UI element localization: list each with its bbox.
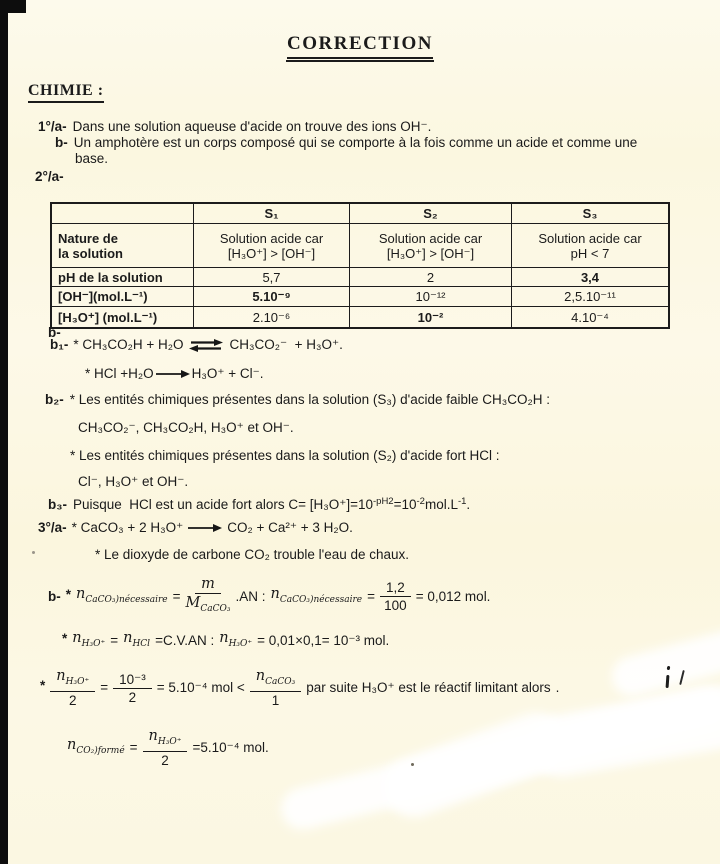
math-sub: H₃O⁺	[81, 639, 106, 649]
math-sub: H₃O⁺	[157, 737, 182, 747]
q2b1-eq1	[50, 337, 343, 353]
table-row-label: [H₃O⁺] (mol.L⁻¹)	[52, 307, 194, 327]
math-term	[219, 630, 252, 652]
text-run: par suite H₃O⁺ est le réactif limitant alors	[306, 680, 551, 695]
table-cell: 5,7	[194, 268, 350, 287]
table-cell: 5.10⁻⁹	[194, 287, 350, 307]
text-run: .	[466, 497, 471, 512]
list-marker: b₁-	[50, 337, 69, 352]
math-sub: CO₂)formé	[76, 746, 125, 756]
text-run: Cl⁻, H₃O⁺ et OH⁻.	[78, 474, 189, 489]
table-cell: 4.10⁻⁴	[571, 309, 609, 325]
page-title: CORRECTION	[287, 33, 433, 59]
table-cell: 2,5.10⁻¹¹	[512, 287, 668, 307]
text-run: Un amphotère est un corps composé qui se comporte à la fois comme un acide et comme une	[73, 135, 638, 150]
list-marker: 3°/a-	[38, 520, 67, 535]
math-term	[271, 586, 363, 608]
text-run: * CH₃CO₂H + H₂O	[73, 337, 184, 352]
math-sub: H₃O⁺	[65, 677, 90, 687]
reaction-arrow-icon	[156, 369, 190, 379]
q2-marker: 2°/a-	[35, 169, 64, 184]
math-var: n	[72, 630, 82, 646]
table-row-label	[52, 224, 194, 268]
numerator: 1,2	[380, 580, 411, 597]
math-sub: HCl	[132, 639, 151, 649]
numerator	[250, 668, 301, 692]
q2b3-line	[48, 497, 470, 515]
q3b-eqA	[48, 576, 490, 617]
denominator: 1	[271, 693, 280, 708]
list-marker: b₂-	[45, 392, 64, 407]
q2b1-eq2	[85, 366, 264, 382]
scan-border-corner	[0, 0, 26, 13]
table-row-label: [OH⁻](mol.L⁻¹)	[52, 287, 194, 307]
text-run: CO₂ + Ca²⁺ + 3 H₂O.	[227, 520, 353, 535]
q2b-marker: b-	[48, 325, 61, 340]
text-run: base.	[75, 151, 109, 166]
denominator: 2	[161, 753, 169, 768]
text-run: = 0,012 mol.	[415, 588, 491, 604]
text-run: [H₃O⁺] > [OH⁻]	[227, 245, 316, 261]
math-sub: CaCO₃)nécessaire	[279, 594, 363, 605]
math-sub: CaCO₃)nécessaire	[85, 594, 168, 605]
equals-sign: =	[367, 588, 375, 604]
math-sub: CaCO₃	[200, 604, 231, 614]
numerator	[195, 576, 221, 594]
text-run: CH₃CO₂⁻ + H₃O⁺.	[229, 337, 343, 352]
denominator: 100	[384, 598, 407, 613]
bullet-star: *	[65, 586, 72, 602]
denominator: 2	[68, 693, 77, 708]
math-term	[76, 586, 168, 608]
page-title-row	[0, 33, 720, 59]
q3b-eqB	[62, 630, 389, 652]
numerator: 10⁻³	[113, 672, 152, 689]
text-run: * Le dioxyde de carbone CO₂ trouble l'eau de chaux.	[95, 547, 410, 562]
text-run: mol.L	[424, 497, 458, 512]
text-run: * Les entités chimiques présentes dans la solution (S₂) d'acide fort HCl :	[70, 448, 500, 463]
text-run: =10	[393, 497, 417, 512]
text-run: = 0,01×0,1= 10⁻³ mol.	[257, 633, 390, 648]
correction-table	[50, 202, 670, 329]
table-cell: 3,4	[512, 268, 668, 287]
list-marker: b₃-	[48, 497, 67, 512]
math-var: m	[201, 576, 215, 592]
text-run: CH₃CO₂⁻, CH₃CO₂H, H₃O⁺ et OH⁻.	[78, 420, 294, 435]
denominator: 2	[128, 689, 137, 705]
equals-sign: =	[100, 680, 109, 695]
exponent: -pH2	[373, 496, 394, 507]
fraction	[380, 580, 411, 613]
scan-smudge	[375, 704, 574, 825]
math-term	[67, 737, 125, 759]
math-var: n	[255, 668, 266, 684]
q2b2-line2	[78, 420, 294, 436]
table-header-cell: S₃	[512, 204, 668, 224]
text-run: * HCl +H₂O	[85, 366, 154, 381]
math-var: n	[219, 630, 229, 646]
math-var: n	[123, 630, 133, 646]
table-row-label: pH de la solution	[52, 268, 194, 287]
fraction	[186, 576, 231, 617]
text-run: Solution acide car	[538, 230, 642, 246]
table-cell: 10⁻²	[350, 307, 512, 327]
q3b-eqD	[67, 728, 269, 768]
table-header-cell: S₁	[194, 204, 350, 224]
list-marker: b-	[48, 588, 61, 604]
table-cell	[512, 224, 668, 268]
list-marker: 1°/a-	[38, 119, 67, 134]
text-run: Nature de	[58, 230, 118, 246]
text-run: Solution acide car	[378, 230, 483, 246]
text-run: .	[555, 680, 560, 695]
q1b-line2	[75, 151, 108, 167]
numerator	[143, 728, 188, 752]
q1a-line	[38, 119, 431, 135]
text-run: * CaCO₃ + 2 H₃O⁺	[71, 520, 184, 535]
q3-eq	[38, 520, 353, 536]
math-var: M	[185, 595, 201, 611]
numerator	[50, 668, 95, 692]
bullet-star: *	[62, 631, 68, 646]
math-var: n	[67, 737, 77, 753]
q3-line2	[95, 547, 409, 563]
text-run: H₃O⁺ + Cl⁻.	[191, 366, 264, 381]
table-cell: 2	[350, 268, 512, 287]
section-heading: CHIMIE :	[28, 82, 104, 103]
scan-border-left	[0, 0, 8, 864]
text-run: Solution acide car	[219, 230, 324, 246]
q3b-eqC	[40, 668, 559, 708]
fraction	[143, 728, 188, 768]
math-term	[72, 630, 105, 652]
exponent: -1	[457, 496, 467, 507]
speck-mark	[411, 763, 414, 766]
math-term	[123, 630, 150, 652]
list-marker: b-	[55, 135, 68, 150]
text-run: pH < 7	[570, 245, 610, 261]
math-var: n	[56, 668, 66, 684]
equals-sign: =	[110, 633, 119, 648]
q1b-line	[55, 135, 637, 151]
math-sub: CaCO₃	[265, 677, 296, 687]
reaction-arrow-icon	[188, 523, 222, 533]
exponent: -2	[416, 496, 425, 507]
text-run: =5.10⁻⁴ mol.	[192, 740, 269, 755]
table-cell: 10⁻¹²	[350, 287, 512, 307]
equilibrium-arrow-icon	[188, 339, 224, 352]
table-cell	[194, 224, 350, 268]
table-cell: 2.10⁻⁶	[194, 307, 350, 327]
fraction	[113, 672, 152, 705]
text-run: = 5.10⁻⁴ mol <	[156, 680, 245, 695]
denominator	[186, 594, 231, 617]
q2b2-line3	[70, 448, 500, 464]
math-var: n	[270, 585, 280, 602]
text-run: =C.V.AN :	[155, 633, 215, 648]
text-run: la solution	[58, 245, 123, 261]
text-run: Dans une solution aqueuse d'acide on trouve des ions OH⁻.	[72, 119, 432, 134]
equals-sign: =	[129, 740, 138, 755]
table-header-cell: S₂	[350, 204, 512, 224]
text-run: Puisque HCl est un acide fort alors C= [H₃O⁺]=10	[72, 497, 373, 512]
text-run: [H₃O⁺] > [OH⁻]	[386, 245, 475, 261]
table-cell	[350, 224, 512, 268]
q2b2-line1	[45, 392, 550, 408]
text-run: * Les entités chimiques présentes dans la solution (S₃) d'acide faible CH₃CO₂H :	[69, 392, 551, 407]
q2b2-line4	[78, 474, 188, 490]
math-var: n	[76, 585, 86, 602]
fraction	[250, 668, 301, 708]
bullet-star: *	[40, 678, 46, 693]
math-var: n	[148, 728, 158, 744]
text-run: .AN :	[235, 588, 266, 604]
fraction	[50, 668, 95, 708]
math-sub: H₃O⁺	[228, 639, 253, 649]
speck-mark	[32, 551, 35, 554]
equals-sign: =	[172, 588, 181, 604]
table-corner-cell	[52, 204, 194, 224]
